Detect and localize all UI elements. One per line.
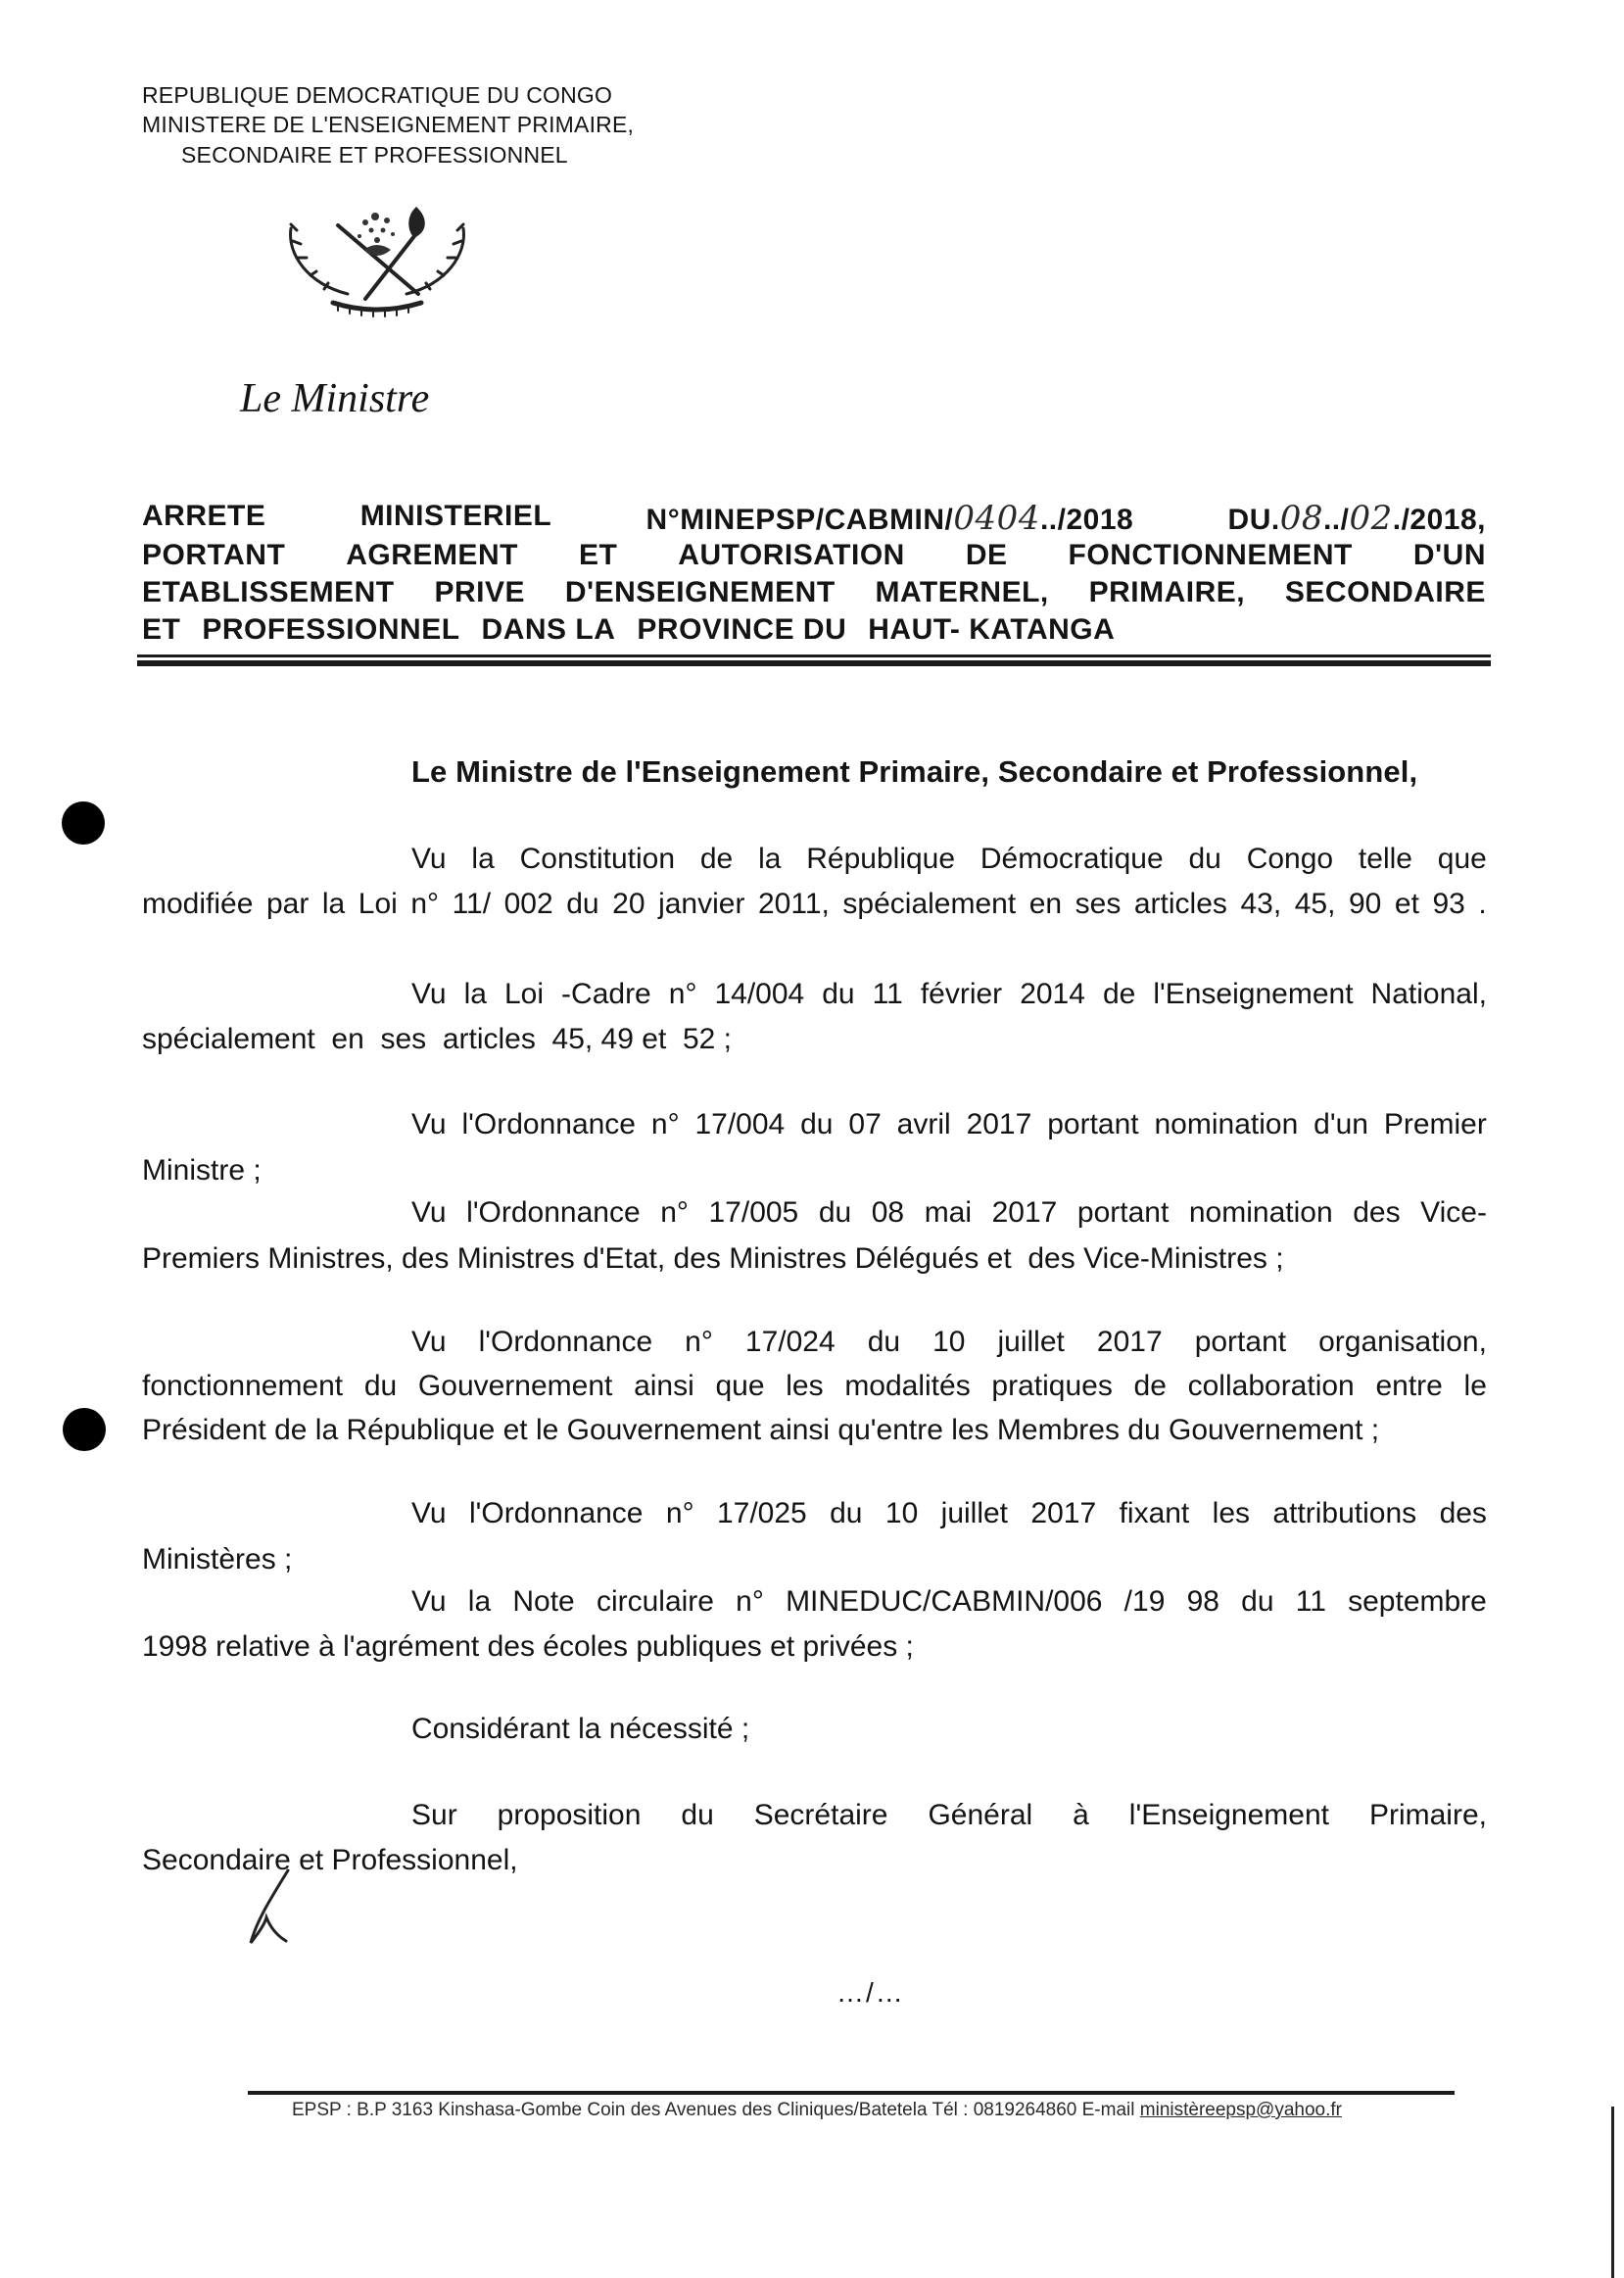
body-word: entre: [1375, 1370, 1443, 1402]
body-word: pratiques: [991, 1370, 1113, 1402]
body-word: 10: [932, 1326, 966, 1358]
footer-address: EPSP : B.P 3163 Kinshasa-Gombe Coin des Avenues des Cliniques/Batetela Tél : 0819264860 E-mail ministèreepsp@yahoo.fr: [292, 2100, 1342, 2120]
body-word: fixant: [1119, 1497, 1190, 1529]
title-word: DE: [965, 539, 1008, 571]
body-word: n°: [685, 1326, 713, 1358]
body-word: la: [471, 843, 495, 875]
body-word: circulaire: [596, 1585, 714, 1618]
body-word: Vice-: [1420, 1196, 1487, 1229]
body-word: l'Enseignement: [1153, 978, 1354, 1010]
body-word: République: [806, 843, 956, 875]
body-word: le: [1463, 1370, 1487, 1402]
body-line: [411, 845, 1487, 874]
body-word: 2017: [1030, 1497, 1097, 1529]
body-word: 2017: [966, 1108, 1032, 1140]
body-line: [411, 1715, 1487, 1744]
body-word: Note: [512, 1585, 575, 1618]
body-word: de: [699, 843, 734, 875]
body-word: 11: [1295, 1585, 1326, 1618]
body-word: Considérant la nécessité ;: [411, 1713, 750, 1745]
header-ministry-line2: SECONDAIRE ET PROFESSIONNEL: [181, 142, 568, 168]
body-word: n°: [660, 1196, 689, 1229]
body-word: Loi: [503, 978, 545, 1010]
body-word: février: [920, 978, 1003, 1010]
body-word: Primaire,: [1368, 1799, 1487, 1831]
body-word: MINEDUC/CABMIN/006: [786, 1585, 1103, 1618]
decree-title-line3: [142, 578, 1486, 607]
body-word: telle: [1358, 843, 1412, 875]
body-word: 98: [1186, 1585, 1219, 1618]
title-word: D'UN: [1412, 539, 1486, 571]
body-word: nomination: [1188, 1196, 1333, 1229]
body-word: que: [1437, 843, 1487, 875]
body-line: [142, 1416, 1487, 1445]
body-word: la: [463, 978, 487, 1010]
body-word: du: [822, 978, 855, 1010]
footer-divider: [248, 2091, 1455, 2095]
body-line: [142, 1846, 1487, 1875]
body-word: la: [467, 1585, 492, 1618]
body-word: Secrétaire: [753, 1799, 888, 1831]
handwritten-day: 08: [1279, 499, 1323, 538]
body-word: portant: [1076, 1196, 1170, 1229]
decree-title-line1: [142, 499, 1486, 538]
body-word: portant: [1047, 1108, 1139, 1140]
body-word: Constitution: [519, 843, 676, 875]
body-word: .: [1478, 888, 1487, 920]
body-word: septembre: [1348, 1585, 1487, 1618]
body-word: modalités: [844, 1370, 971, 1402]
body-line: [142, 1025, 1487, 1054]
body-word: du: [1241, 1585, 1274, 1618]
title-word: PRIVE: [434, 576, 525, 608]
body-word: 14/004: [714, 978, 805, 1010]
body-word: à: [1073, 1799, 1089, 1831]
body-line: [411, 1499, 1487, 1528]
title-word: SECONDAIRE: [1284, 576, 1486, 608]
body-line: [411, 1587, 1487, 1617]
body-word: les: [1212, 1497, 1251, 1529]
footer-email: ministèreepsp@yahoo.fr: [1139, 2100, 1342, 2120]
initials-signature-mark: [243, 1866, 302, 1950]
body-word: l'Ordonnance: [466, 1196, 641, 1229]
body-word: Démocratique: [979, 843, 1164, 875]
body-word: juillet: [940, 1497, 1009, 1529]
body-word: l'Ordonnance: [468, 1497, 644, 1529]
body-word: l'Enseignement: [1128, 1799, 1329, 1831]
body-line: [142, 1244, 1487, 1274]
body-word: Président de la République et le Gouvernement ainsi qu'entre les Membres du Gouvernement ;: [142, 1414, 1380, 1446]
body-word: Vu: [411, 978, 447, 1010]
body-word: du: [681, 1799, 714, 1831]
title-word: MATERNEL,: [875, 576, 1049, 608]
body-word: l'Ordonnance: [461, 1108, 636, 1140]
body-word: Premier: [1383, 1108, 1487, 1140]
body-word: 08: [871, 1196, 905, 1229]
title-word: DANS LA: [481, 613, 616, 646]
body-word: 20: [612, 888, 645, 920]
title-word: PROVINCE DU: [637, 613, 847, 646]
body-word: Secondaire et Professionnel,: [142, 1844, 518, 1876]
body-line: [142, 1632, 1487, 1662]
decree-title-line2: [142, 541, 1486, 570]
body-word: du: [818, 1196, 852, 1229]
body-word: nomination: [1154, 1108, 1299, 1140]
body-line: [411, 980, 1487, 1009]
body-word: janvier: [658, 888, 745, 920]
body-word: attributions: [1272, 1497, 1417, 1529]
title-word: HAUT- KATANGA: [868, 613, 1116, 646]
title-word: PROFESSIONNEL: [202, 613, 460, 646]
body-word: Vu: [411, 843, 447, 875]
body-word: Congo: [1246, 843, 1334, 875]
body-word: des: [1439, 1497, 1487, 1529]
body-word: de: [1102, 978, 1136, 1010]
body-word: 2011,: [758, 888, 830, 920]
body-word: 17/005: [708, 1196, 799, 1229]
title-word: ETABLISSEMENT: [142, 576, 395, 608]
title-word: ARRETE: [142, 500, 266, 532]
body-word: 17/025: [716, 1497, 807, 1529]
body-word: Vu: [411, 1585, 447, 1618]
coat-of-arms-emblem: [279, 201, 475, 318]
body-word: Vu: [411, 1326, 447, 1358]
body-word: 11/: [452, 888, 492, 920]
handwritten-month: 02: [1349, 499, 1393, 538]
body-word: mai: [924, 1196, 973, 1229]
page-continuation: …/…: [836, 1977, 905, 2008]
body-word: 90: [1348, 888, 1382, 920]
body-word: Ministre ;: [142, 1154, 262, 1187]
body-word: portant: [1194, 1326, 1287, 1358]
body-word: du: [800, 1108, 834, 1140]
title-word: AUTORISATION: [678, 539, 905, 571]
body-line: [142, 1372, 1487, 1401]
body-word: n°: [668, 978, 697, 1010]
title-word: MINISTERIEL: [359, 500, 552, 532]
body-word: /19: [1123, 1585, 1166, 1618]
body-word: spécialement en ses articles 45, 49 et 52 ;: [142, 1023, 732, 1055]
body-word: spécialement: [842, 888, 1017, 920]
body-word: 2017: [1096, 1326, 1163, 1358]
decree-title-line4: [142, 615, 1486, 645]
body-word: par: [265, 888, 310, 920]
body-word: n°: [665, 1497, 694, 1529]
body-word: n°: [736, 1585, 764, 1618]
body-word: avril: [896, 1108, 951, 1140]
body-word: la: [321, 888, 346, 920]
body-word: 002: [503, 888, 553, 920]
body-word: Gouvernement: [417, 1370, 613, 1402]
body-word: du: [363, 1370, 398, 1402]
body-word: la: [758, 843, 782, 875]
body-line: [411, 1110, 1487, 1139]
body-word: des: [1353, 1196, 1401, 1229]
body-word: articles: [1133, 888, 1227, 920]
body-word: du: [867, 1326, 901, 1358]
decree-date: DU.08../02./2018,: [1227, 499, 1486, 538]
body-word: 10: [884, 1497, 919, 1529]
body-word: 43,: [1240, 888, 1282, 920]
body-word: ainsi: [634, 1370, 694, 1402]
body-word: les: [786, 1370, 824, 1402]
body-word: Vu: [411, 1497, 447, 1529]
title-word: PRIMAIRE,: [1088, 576, 1246, 608]
body-line: [142, 1545, 1487, 1575]
title-word: PORTANT: [142, 539, 286, 571]
body-word: 17/024: [744, 1326, 836, 1358]
body-word: de: [1133, 1370, 1167, 1402]
body-word: Vu: [411, 1196, 447, 1229]
body-word: Vu: [411, 1108, 447, 1140]
body-word: 07: [848, 1108, 882, 1140]
title-divider-thick: [137, 660, 1491, 666]
title-divider-thin: [137, 654, 1491, 657]
body-word: 45,: [1294, 888, 1336, 920]
body-word: 2014: [1020, 978, 1085, 1010]
punch-hole-mark: [62, 801, 105, 845]
body-word: 11: [872, 978, 903, 1010]
body-word: Ministères ;: [142, 1543, 293, 1575]
body-line: [142, 1156, 1487, 1186]
decree-number: N°MINEPSP/CABMIN/0404../2018: [645, 499, 1134, 538]
body-word: du: [830, 1497, 863, 1529]
title-word: ET: [142, 613, 181, 646]
handwritten-number: 0404: [953, 499, 1040, 538]
body-word: du: [1188, 843, 1221, 875]
body-word: 1998 relative à l'agrément des écoles publiques et privées ;: [142, 1630, 914, 1663]
body-word: en: [1028, 888, 1063, 920]
title-word: FONCTIONNEMENT: [1068, 539, 1353, 571]
body-word: modifiée: [142, 888, 254, 920]
body-word: proposition: [497, 1799, 642, 1831]
body-word: que: [715, 1370, 765, 1402]
body-word: l'Ordonnance: [478, 1326, 653, 1358]
body-word: organisation,: [1318, 1326, 1487, 1358]
scan-edge-mark: [1611, 2107, 1614, 2278]
body-word: du: [566, 888, 599, 920]
body-word: National,: [1370, 978, 1487, 1010]
body-line: [411, 1328, 1487, 1357]
body-word: 17/004: [694, 1108, 786, 1140]
body-word: collaboration: [1187, 1370, 1355, 1402]
minister-heading: Le Ministre: [240, 376, 430, 421]
body-line: [142, 890, 1487, 919]
body-word: 93: [1432, 888, 1465, 920]
header-country: REPUBLIQUE DEMOCRATIQUE DU CONGO: [142, 82, 613, 108]
body-word: -Cadre: [561, 978, 651, 1010]
punch-hole-mark: [63, 1408, 106, 1451]
body-word: ses: [1075, 888, 1122, 920]
body-line: [411, 1801, 1487, 1830]
body-word: Sur: [411, 1799, 457, 1831]
body-word: n°: [410, 888, 440, 920]
title-word: ET: [578, 539, 618, 571]
title-word: AGREMENT: [346, 539, 518, 571]
body-word: n°: [650, 1108, 680, 1140]
header-ministry-line1: MINISTERE DE L'ENSEIGNEMENT PRIMAIRE,: [142, 112, 635, 137]
body-word: 2017: [991, 1196, 1058, 1229]
body-word: juillet: [997, 1326, 1065, 1358]
body-word: Loi: [358, 888, 398, 920]
body-word: d'un: [1314, 1108, 1368, 1140]
body-word: Premiers Ministres, des Ministres d'Etat, des Ministres Délégués et des Vice-Ministres ;: [142, 1242, 1284, 1275]
body-word: et: [1394, 888, 1419, 920]
body-word: Général: [928, 1799, 1033, 1831]
body-line: [411, 1198, 1487, 1228]
body-word: fonctionnement: [142, 1370, 344, 1402]
title-word: D'ENSEIGNEMENT: [564, 576, 836, 608]
preamble: Le Ministre de l'Enseignement Primaire, Secondaire et Professionnel,: [411, 754, 1418, 789]
